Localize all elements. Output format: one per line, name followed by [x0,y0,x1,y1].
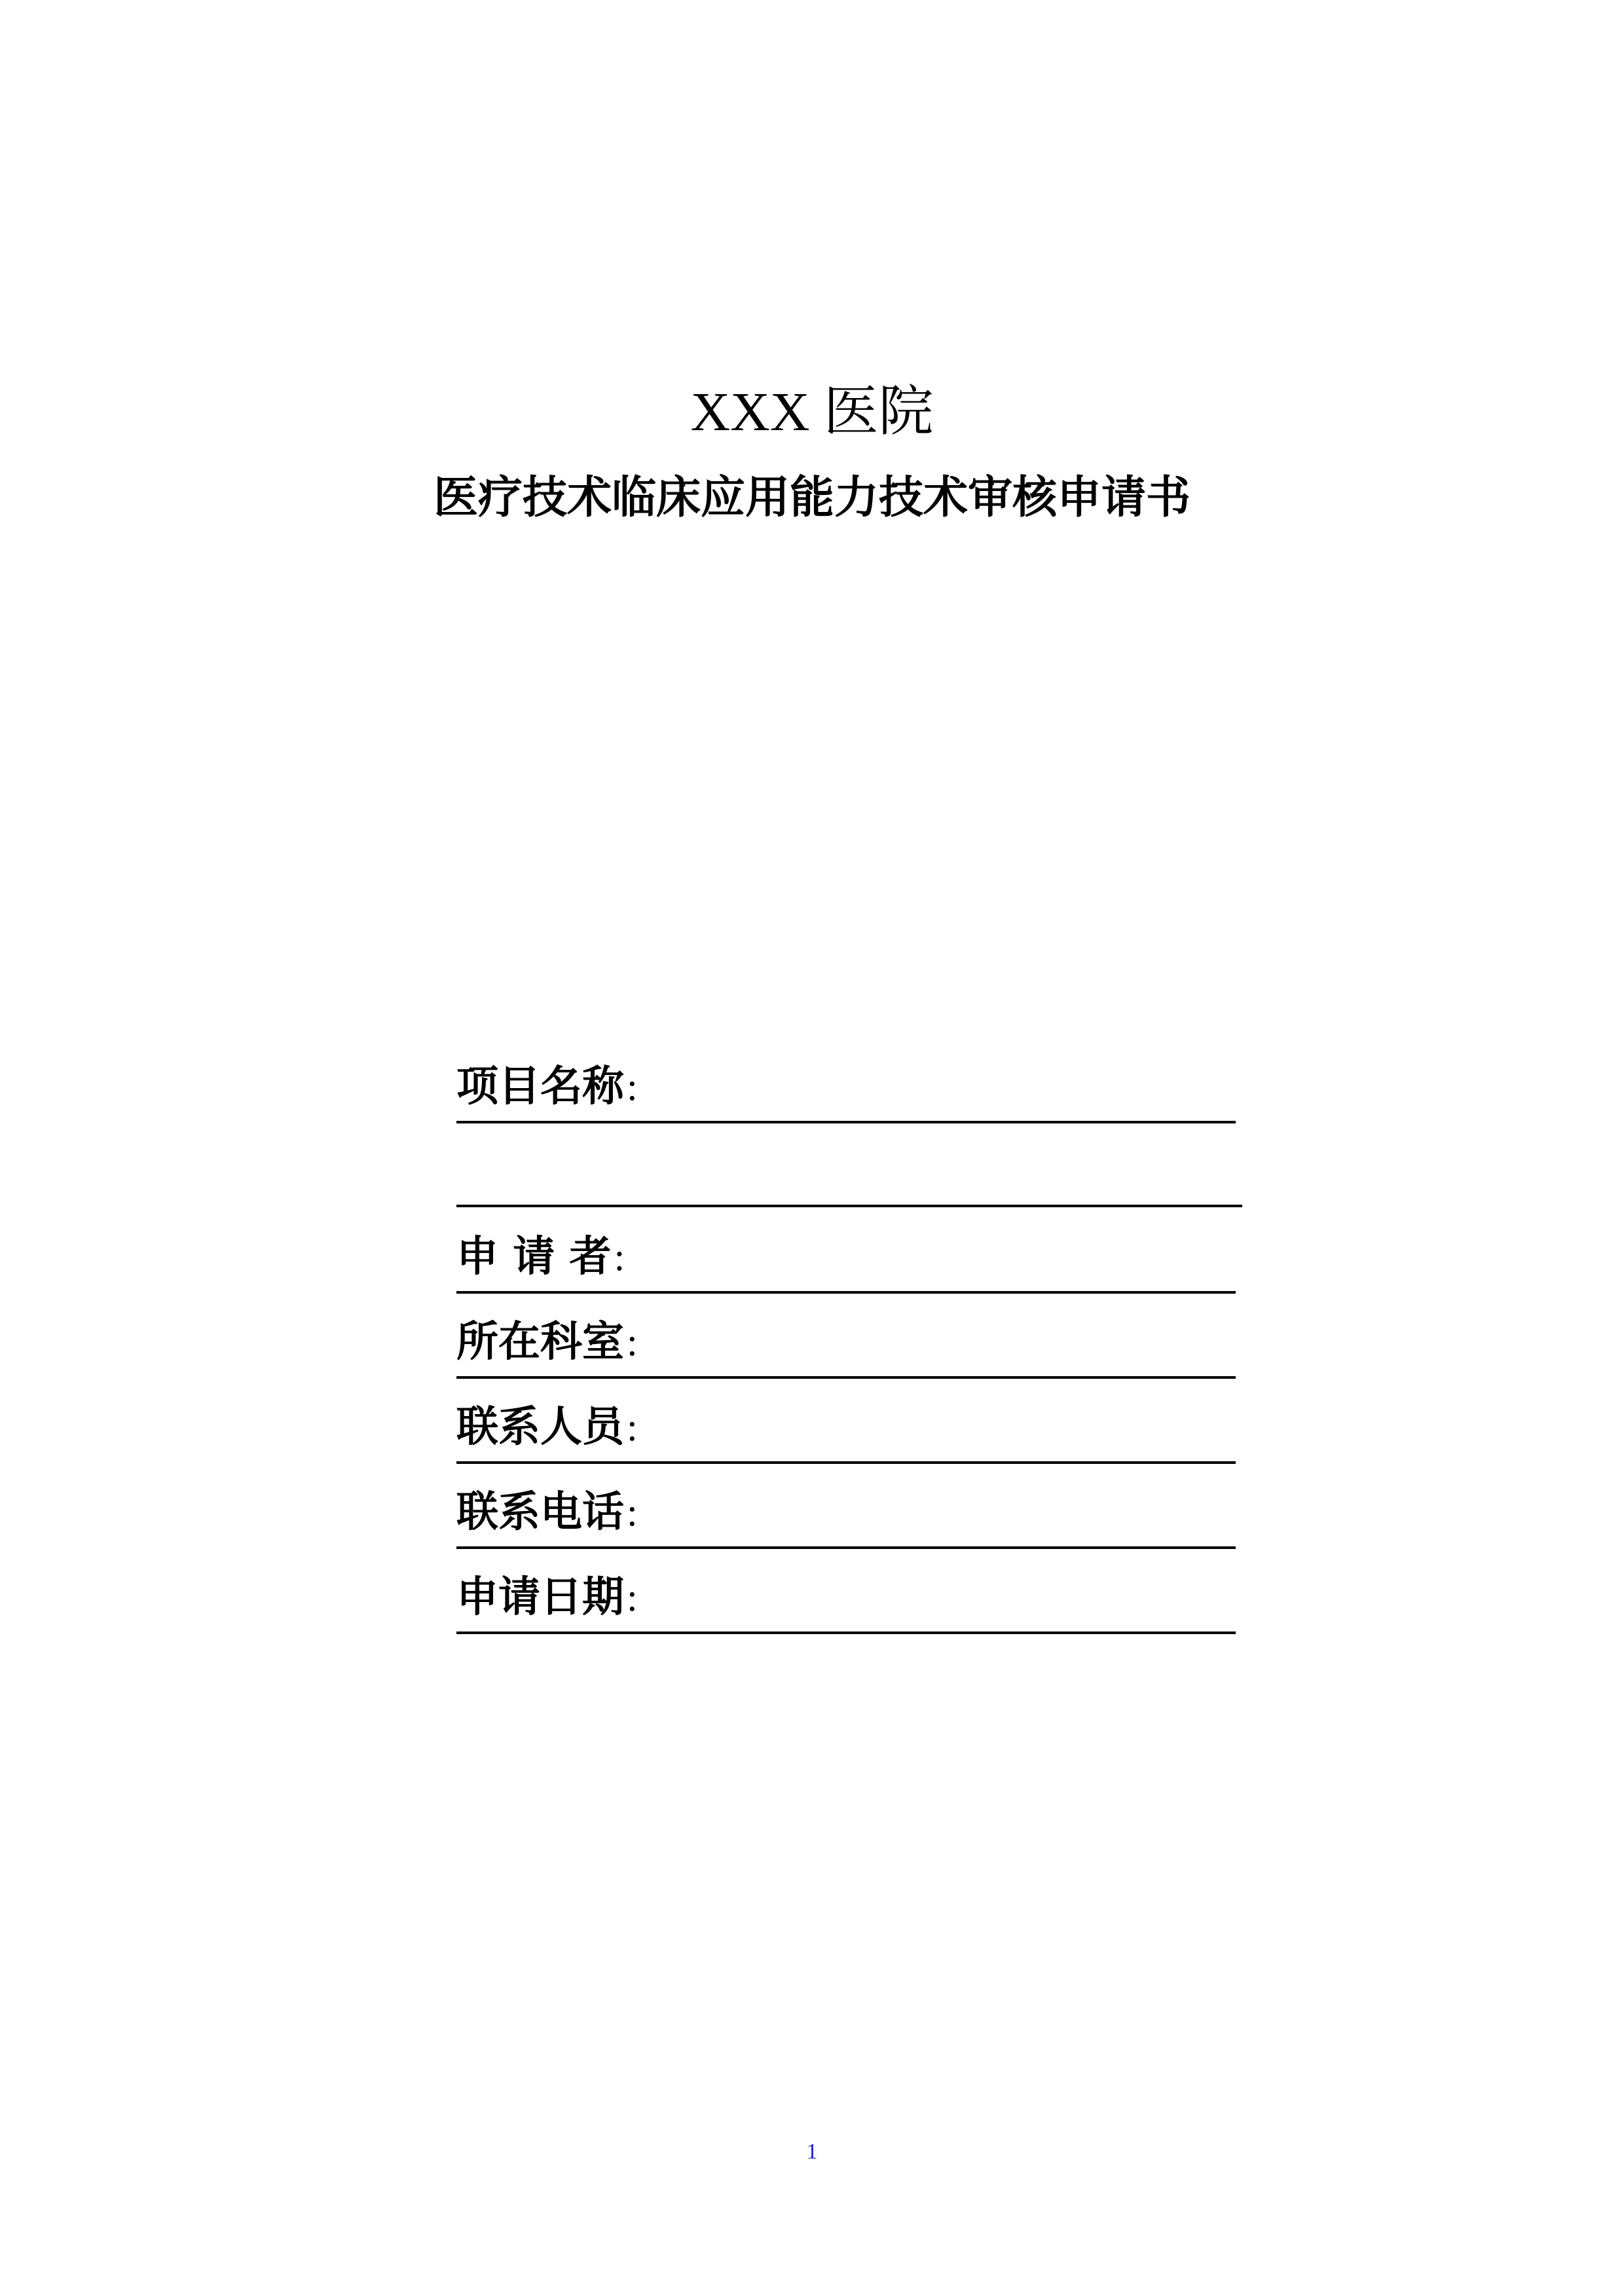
field-colon: : [627,1491,638,1534]
field-label: 所在科室 [456,1317,624,1366]
field-application-date [456,1565,1236,1630]
field-underline [456,1546,1236,1549]
field-colon: : [627,1406,638,1449]
field-underline [456,1121,1236,1123]
field-underline [456,1461,1236,1464]
field-label: 联系电话 [456,1487,624,1537]
field-colon: : [614,1235,625,1279]
field-contact-phone [456,1480,1236,1545]
field-department [456,1309,1236,1375]
field-label: 联系人员 [456,1402,624,1451]
page-number: 1 [806,2140,818,2164]
field-underline [456,1291,1236,1294]
field-label: 申 请 者 [456,1232,612,1281]
department-input[interactable] [642,1309,1153,1375]
field-colon: : [627,1065,638,1108]
application-date-input[interactable] [642,1565,1153,1630]
field-project-name [456,1054,1236,1120]
project-name-continuation-line [456,1205,1242,1207]
field-label: 项目名称 [456,1062,624,1111]
document-title: 医疗技术临床应用能力技术审核申请书 [433,471,1190,524]
field-colon: : [627,1576,638,1619]
hospital-name: XXX 医院 [690,382,934,443]
field-applicant [456,1224,1236,1290]
field-label: 申请日期 [456,1573,624,1622]
contact-phone-input[interactable] [642,1480,1153,1545]
contact-person-input[interactable] [642,1394,1153,1460]
field-underline [456,1631,1236,1634]
field-colon: : [627,1321,638,1364]
field-underline [456,1376,1236,1379]
project-name-input[interactable] [642,1054,1153,1120]
field-contact-person [456,1394,1236,1460]
applicant-input[interactable] [629,1224,1139,1290]
